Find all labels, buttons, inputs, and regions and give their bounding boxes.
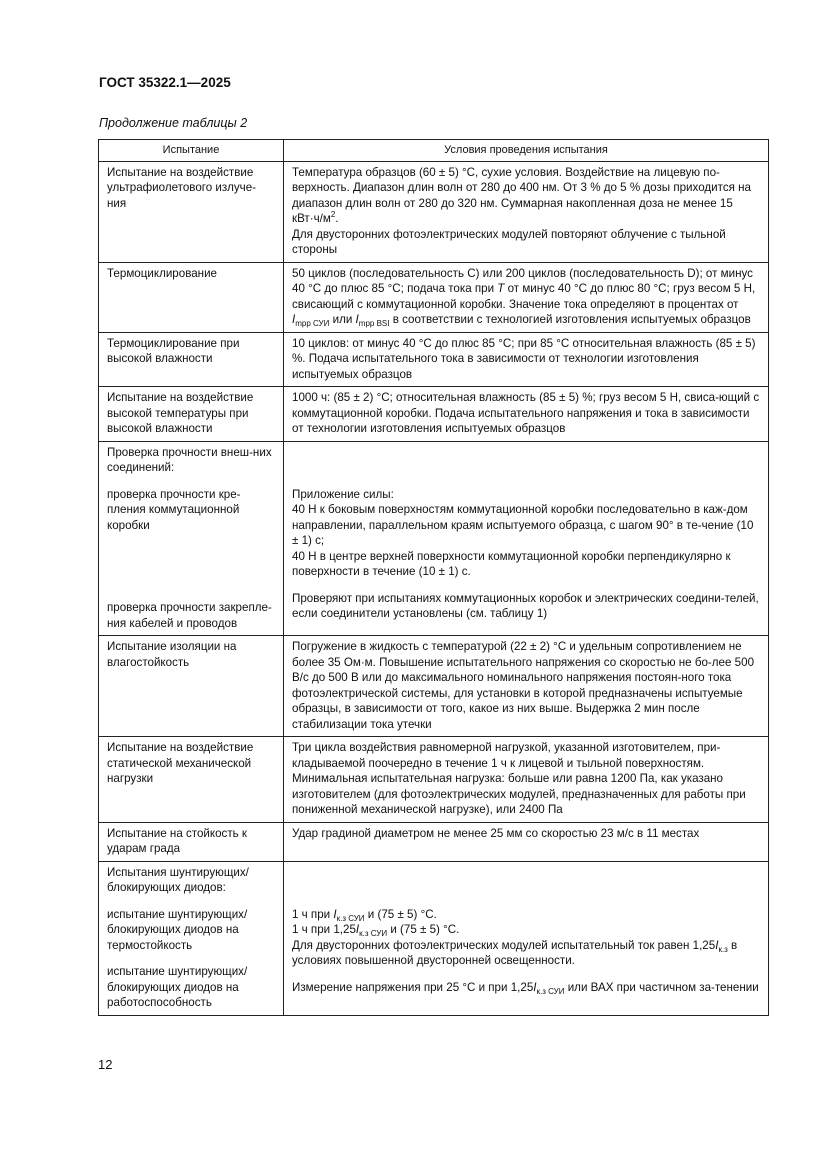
test-name: Термоциклирование <box>99 262 284 332</box>
condition-text: Приложение силы: <box>292 487 394 501</box>
test-conditions-table <box>98 139 769 1016</box>
test-name: Испытание на стойкость к ударам града <box>99 822 284 861</box>
condition-text: 40 Н к боковым поверхностям коммутационной коробки последовательно в каж-дом направлении, параллельном краям испытуемого образца, с шагом 90° в те-чение (10 ± 1) с; <box>292 503 754 547</box>
condition-text: Температура образцов (60 ± 5) °С, сухие условия. Воздействие на лицевую по-верхность. Диапазон длин волн от 280 до 400 нм. От 3 % до 5 % дозы приходится на диапазон длин волн от 280 до 320 нм. Суммарная накопленная доза не менее 15 $кВт\cdot ч/м^2$. <box>292 165 751 225</box>
test-group-title: Проверка прочности внеш-них соединений: <box>107 445 272 474</box>
test-conditions: Удар градиной диаметром не менее 25 мм со скоростью 23 м/с в 11 местах <box>284 822 769 861</box>
test-name: Испытание на воздействие статической механической нагрузки <box>99 737 284 823</box>
condition-text: Минимальная испытательная нагрузка: больше или равна 1200 Па, как указано изготовителем (для фотоэлектрических модулей, предназначенных для работы при пониженной механической нагрузке), или 2400 Па <box>292 772 746 816</box>
table-continuation-caption: Продолжение таблицы 2 <box>99 116 248 130</box>
test-conditions <box>284 861 769 1015</box>
condition-text: 40 Н в центре верхней поверхности коммутационной коробки перпендикулярно к поверхности в течение (10 ± 1) с. <box>292 549 731 578</box>
test-name: Испытание изоляции на влагостойкость <box>99 636 284 737</box>
table-row <box>99 332 769 387</box>
test-conditions <box>284 441 769 636</box>
table-row <box>99 161 769 262</box>
test-name <box>99 441 284 636</box>
table-row <box>99 441 769 636</box>
test-conditions: 10 циклов: от минус 40 °С до плюс 85 °С; при 85 °С относительная влажность (85 ± 5) %. Подача испытательного тока в зависимости от технологии изготовления испытуемых образцов <box>284 332 769 387</box>
table-row <box>99 861 769 1015</box>
test-name: Испытание на воздействие ультрафиолетового излуче-ния <box>99 161 284 262</box>
subtest-name: испытание шунтирующих/ блокирующих диодов на термостойкость <box>107 907 248 952</box>
table-row <box>99 636 769 737</box>
condition-text: 1 ч при $I_{к.з СУИ}$ и (75 ± 5) °С. <box>292 907 437 923</box>
table-header-row <box>99 140 769 162</box>
test-conditions <box>284 737 769 823</box>
table-row <box>99 822 769 861</box>
test-name: Термоциклирование при высокой влажности <box>99 332 284 387</box>
header-test: Испытание <box>99 140 284 162</box>
subtest-name: проверка прочности кре-пления коммутационной коробки <box>107 487 241 532</box>
test-group-title: Испытания шунтирующих/ блокирующих диодов: <box>107 865 249 894</box>
condition-text: 1 ч при $1,25I_{к.з СУИ}$ и (75 ± 5) °С. <box>292 923 460 938</box>
condition-text: Три цикла воздействия равномерной нагрузкой, указанной изготовителем, при-кладываемой поочередно в течение 1 ч к лицевой и тыльной поверхностям. <box>292 741 721 770</box>
page-number: 12 <box>98 1057 113 1072</box>
standard-designation: ГОСТ 35322.1—2025 <box>99 75 231 90</box>
test-conditions <box>284 161 769 262</box>
test-name: Испытание на воздействие высокой температуры при высокой влажности <box>99 387 284 442</box>
test-name <box>99 861 284 1015</box>
table-row <box>99 262 769 332</box>
test-conditions: 50 циклов (последовательность С) или 200 циклов (последовательность D); от минус 40 °С до плюс 85 °С; подача тока при T от минус 40 °С до плюс 80 °С; груз весом 5 Н, свисающий с коммутационной коробки. Значение тока определяют в процентах от $I_{mpp СУИ}$ или $I_{mpp BSI}$ в соответствии с технологией изготовления испытуемых образцов <box>284 262 769 332</box>
condition-text: Для двусторонних фотоэлектрических модулей повторяют облучение с тыльной стороны <box>292 227 726 256</box>
table-row <box>99 737 769 823</box>
header-conditions: Условия проведения испытания <box>284 140 769 162</box>
subtest-name: испытание шунтирующих/ блокирующих диодов на работоспособность <box>107 965 248 1009</box>
condition-text: Для двусторонних фотоэлектрических модулей испытательный ток равен $1,25I_{к.з}$ в условиях повышенной двусторонней освещенности. <box>292 938 738 967</box>
test-conditions: 1000 ч: (85 ± 2) °С; относительная влажность (85 ± 5) %; груз весом 5 Н, свиса-ющий с коммутационной коробки. Подача испытательного напряжения и тока в зависимости от технологии изготовления испытуемых образцов <box>284 387 769 442</box>
condition-text: Проверяют при испытаниях коммутационных коробок и электрических соедини-телей, если соединители установлены (см. таблицу 1) <box>292 591 759 620</box>
table-row <box>99 387 769 442</box>
subtest-name: проверка прочности закрепле-ния кабелей и проводов <box>107 601 272 630</box>
condition-text: Измерение напряжения при 25 °С и при $1,25I_{к.з СУИ}$ или ВАХ при частичном за-тенении <box>292 980 759 996</box>
test-conditions: Погружение в жидкость с температурой (22 ± 2) °С и удельным сопротивлением не более 35 Ом·м. Повышение испытательного напряжения со скоростью не бо-лее 500 В/с до 500 В или до максимального номинального напряжения постоян-ного тока фотоэлектрической системы, для установки в которой предназначены испытуемые образцы, в зависимости от того, какое из них выше. Выдержка 2 мин после стабилизации тока утечки <box>284 636 769 737</box>
